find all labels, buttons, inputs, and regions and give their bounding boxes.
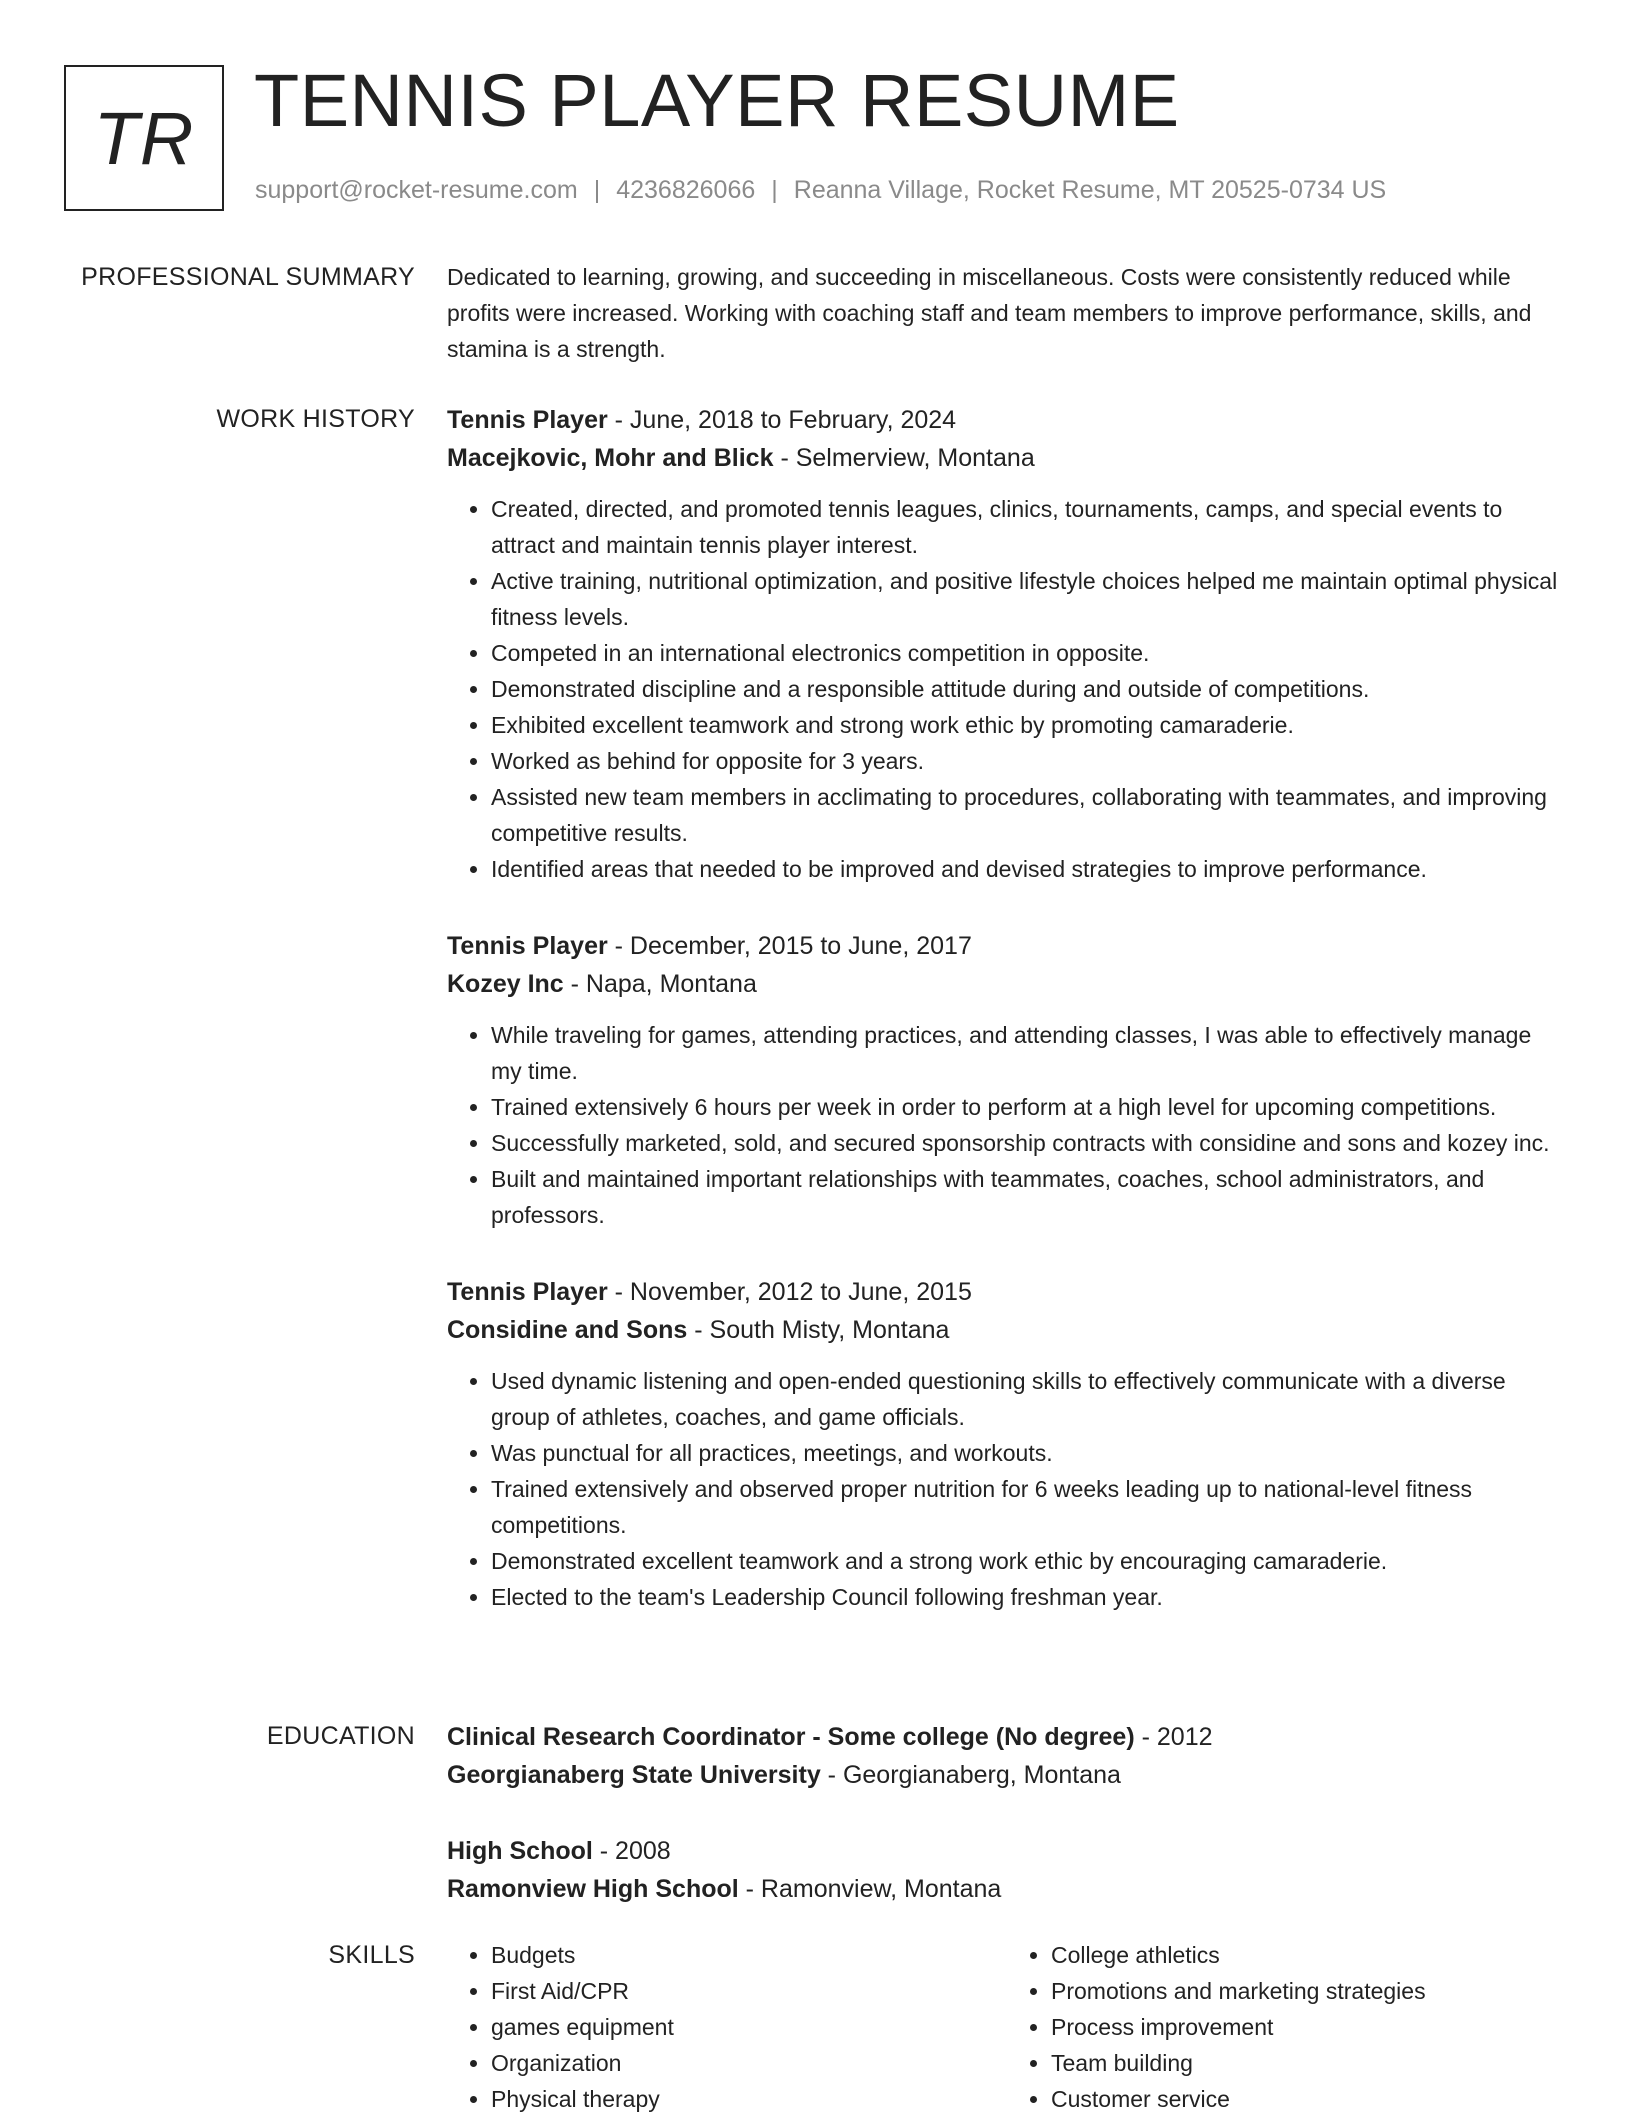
- school-line: [447, 1756, 1567, 1794]
- list-item: • Budgets: [491, 1937, 1007, 1973]
- job-entry: [447, 1273, 1567, 1615]
- job-dates: - June, 2018 to February, 2024: [607, 406, 957, 434]
- job-entry: [447, 927, 1567, 1233]
- list-item: • Demonstrated discipline and a responsible attitude during and outside of competitions.: [491, 671, 1567, 707]
- job-bullets: [447, 1017, 1567, 1233]
- section-body: [447, 259, 1567, 367]
- list-item: • Built and maintained important relationships with teammates, coaches, school administrators, and professors.: [491, 1161, 1567, 1233]
- degree-year: - 2008: [592, 1837, 671, 1865]
- summary-text: Dedicated to learning, growing, and succeeding in miscellaneous. Costs were consistently reduced while profits were increased. Working with coaching staff and team members to improve performance, skills, and stamina is a strength.: [447, 264, 1532, 362]
- skills-list-right: [1007, 1937, 1567, 2117]
- job-dates: - November, 2012 to June, 2015: [607, 1278, 972, 1306]
- list-item: • Worked as behind for opposite for 3 years.: [491, 743, 1567, 779]
- job-title: Tennis Player: [447, 406, 608, 434]
- contact-phone[interactable]: 4236826066: [616, 176, 756, 204]
- list-item: • Was punctual for all practices, meetings, and workouts.: [491, 1435, 1567, 1471]
- list-item: • Customer service: [1051, 2081, 1567, 2117]
- job-title: Tennis Player: [447, 1278, 608, 1306]
- job-company: Macejkovic, Mohr and Blick: [447, 444, 774, 472]
- job-location: - South Misty, Montana: [687, 1316, 950, 1344]
- list-item: • Trained extensively and observed proper nutrition for 6 weeks leading up to national-level fitness competitions.: [491, 1471, 1567, 1543]
- section-label: WORK HISTORY: [216, 405, 415, 433]
- list-item: • Successfully marketed, sold, and secured sponsorship contracts with considine and sons and kozey inc.: [491, 1125, 1567, 1161]
- job-company: Kozey Inc: [447, 970, 564, 998]
- skills-list-left: [447, 1937, 1007, 2117]
- list-item: • Trained extensively 6 hours per week in order to perform at a high level for upcoming competitions.: [491, 1089, 1567, 1125]
- contact-separator: |: [593, 176, 601, 204]
- job-location: - Napa, Montana: [563, 970, 757, 998]
- school-location: - Georgianaberg, Montana: [820, 1761, 1121, 1789]
- school-name: Georgianaberg State University: [447, 1761, 821, 1789]
- list-item: • While traveling for games, attending practices, and attending classes, I was able to effectively manage my time.: [491, 1017, 1567, 1089]
- job-title-line: [447, 1273, 1567, 1311]
- list-item: • Demonstrated excellent teamwork and a strong work ethic by encouraging camaraderie.: [491, 1543, 1567, 1579]
- section-body: [447, 401, 1567, 1655]
- list-item: • Created, directed, and promoted tennis leagues, clinics, tournaments, camps, and special events to attract and maintain tennis player interest.: [491, 491, 1567, 563]
- job-company: Considine and Sons: [447, 1316, 688, 1344]
- job-location: - Selmerview, Montana: [773, 444, 1035, 472]
- job-bullets: [447, 491, 1567, 887]
- degree-name: Clinical Research Coordinator - Some college (No degree): [447, 1723, 1135, 1751]
- monogram-badge: [64, 65, 224, 211]
- job-entry: [447, 401, 1567, 887]
- degree-year: - 2012: [1134, 1723, 1213, 1751]
- list-item: • Assisted new team members in acclimating to procedures, collaborating with teammates, and improving competitive results.: [491, 779, 1567, 851]
- job-title: Tennis Player: [447, 932, 608, 960]
- section-label: PROFESSIONAL SUMMARY: [81, 263, 415, 291]
- job-title-line: [447, 401, 1567, 439]
- list-item: • games equipment: [491, 2009, 1007, 2045]
- list-item: • Competed in an international electronics competition in opposite.: [491, 635, 1567, 671]
- list-item: • Active training, nutritional optimization, and positive lifestyle choices helped me maintain optimal physical fitness levels.: [491, 563, 1567, 635]
- list-item: • Promotions and marketing strategies: [1051, 1973, 1567, 2009]
- skills-columns: [447, 1937, 1567, 2117]
- job-title-line: [447, 927, 1567, 965]
- education-entry: [447, 1718, 1567, 1794]
- degree-name: High School: [447, 1837, 593, 1865]
- job-company-line: [447, 965, 1567, 1003]
- job-company-line: [447, 1311, 1567, 1349]
- education-entry: [447, 1832, 1567, 1908]
- list-item: • Organization: [491, 2045, 1007, 2081]
- school-name: Ramonview High School: [447, 1875, 739, 1903]
- degree-line: [447, 1832, 1567, 1870]
- job-company-line: [447, 439, 1567, 477]
- school-location: - Ramonview, Montana: [738, 1875, 1002, 1903]
- monogram-text: TR: [93, 96, 195, 180]
- job-bullets: [447, 1363, 1567, 1615]
- section-label: EDUCATION: [266, 1722, 415, 1750]
- contact-email[interactable]: support@rocket-resume.com: [255, 176, 578, 204]
- list-item: • Elected to the team's Leadership Council following freshman year.: [491, 1579, 1567, 1615]
- list-item: • Process improvement: [1051, 2009, 1567, 2045]
- list-item: • College athletics: [1051, 1937, 1567, 1973]
- section-label: SKILLS: [328, 1941, 415, 1969]
- list-item: • Exhibited excellent teamwork and strong work ethic by promoting camaraderie.: [491, 707, 1567, 743]
- list-item: • Identified areas that needed to be improved and devised strategies to improve performance.: [491, 851, 1567, 887]
- list-item: • Used dynamic listening and open-ended questioning skills to effectively communicate with a diverse group of athletes, coaches, and game officials.: [491, 1363, 1567, 1435]
- resume-title: TENNIS PLAYER RESUME: [254, 59, 1180, 142]
- contact-separator: |: [771, 176, 778, 204]
- job-dates: - December, 2015 to June, 2017: [607, 932, 972, 960]
- school-line: [447, 1870, 1567, 1908]
- section-body: [447, 1718, 1567, 1946]
- contact-address: Reanna Village, Rocket Resume, MT 20525-0734 US: [793, 176, 1387, 204]
- list-item: • First Aid/CPR: [491, 1973, 1007, 2009]
- list-item: • Team building: [1051, 2045, 1567, 2081]
- degree-line: [447, 1718, 1567, 1756]
- contact-line: [255, 174, 1386, 206]
- list-item: • Physical therapy: [491, 2081, 1007, 2117]
